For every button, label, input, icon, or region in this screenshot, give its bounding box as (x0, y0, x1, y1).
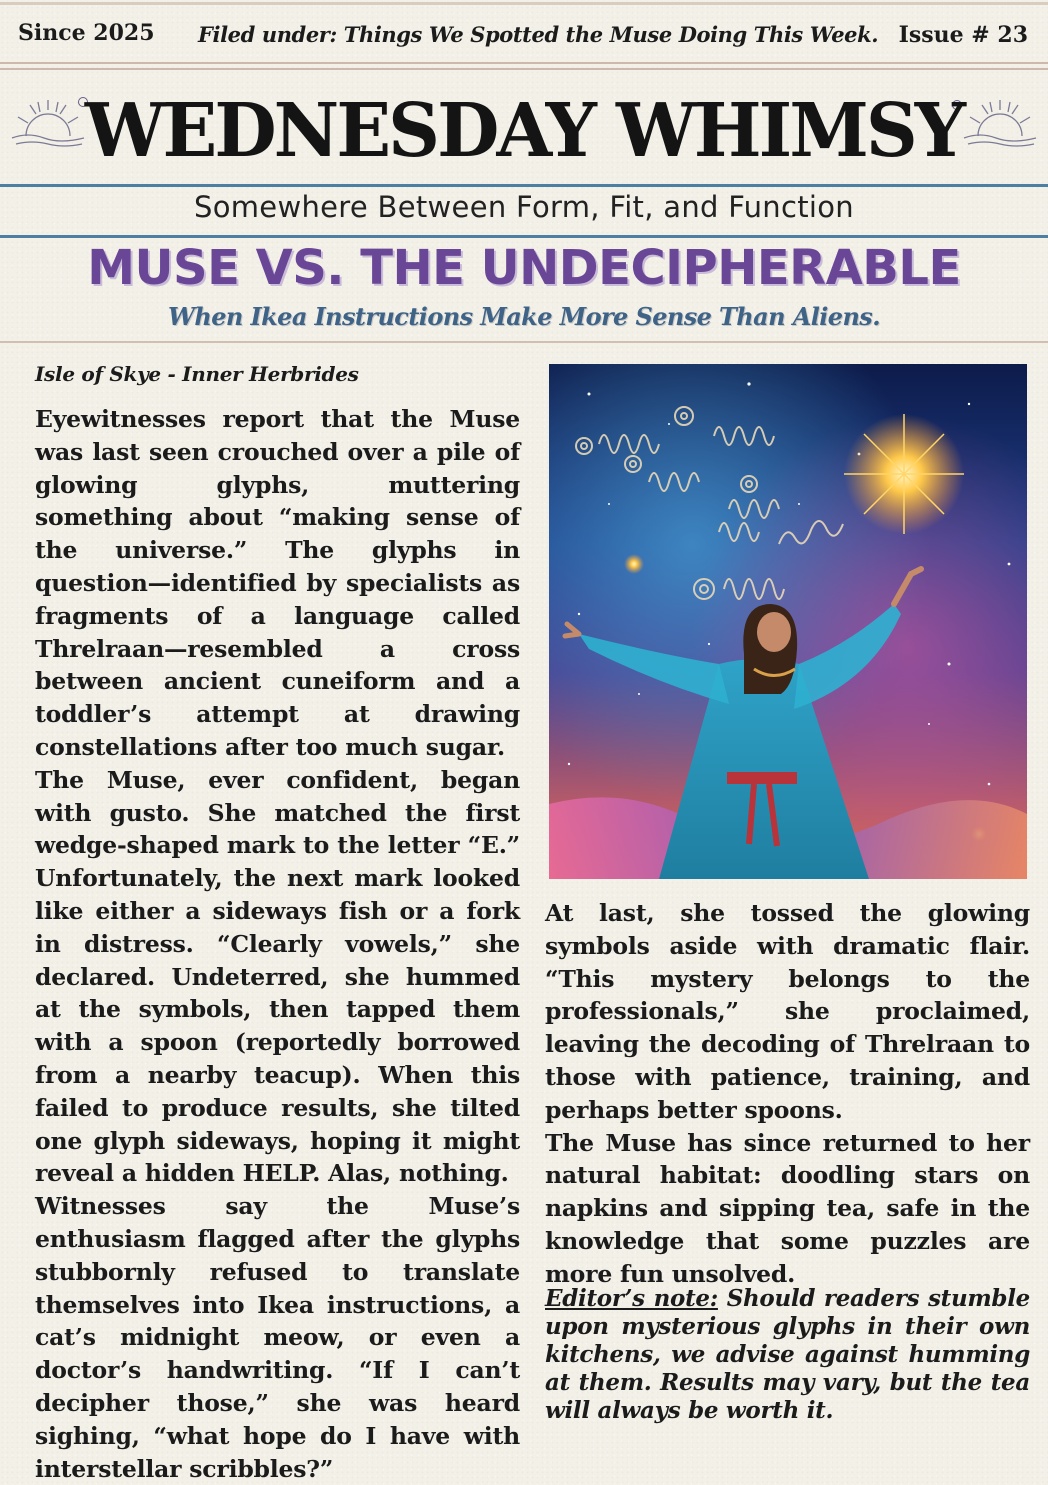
issue-number: Issue # 23 (898, 22, 1028, 48)
editors-note-text: Should readers stumble upon mysterious glyphs in their own kitchens, we advise against humming at them. Results may vary, but the tea will always be worth it. (545, 1285, 1030, 1424)
top-rule (0, 2, 1048, 5)
article-subheadline: When Ikea Instructions Make More Sense Than Aliens. (168, 302, 880, 331)
dateline: Isle of Skye - Inner Herbrides (35, 362, 359, 386)
article-column-left (35, 403, 520, 1485)
top-band (0, 0, 1048, 64)
article-headline: MUSE VS. THE UNDECIPHERABLE (87, 240, 961, 296)
article-paragraph: Eyewitnesses report that the Muse was last seen crouched over a pile of glowing glyphs, muttering something about “making sense of the universe.” The glyphs in question—identified by specialists as fragments of a language called Threlraan—resembled a cross between ancient cuneiform and a toddler’s attempt at drawing constellations after too much sugar. (35, 405, 520, 761)
article-paragraph: Witnesses say the Muse’s enthusiasm flagged after the glyphs stubbornly refused to translate themselves into Ikea instructions, a cat’s midnight meow, or even a doctor’s handwriting. “If I can’t decipher those,” she was heard sighing, “what hope do I have with interstellar scribbles?” (35, 1192, 520, 1483)
masthead-tagline: Somewhere Between Form, Fit, and Function (194, 190, 854, 224)
section-rule (0, 341, 1048, 343)
filed-under-label: Filed under: Things We Spotted the Muse Doing This Week. (198, 22, 879, 47)
blue-rule (0, 184, 1048, 187)
article-paragraph: At last, she tossed the glowing symbols aside with dramatic flair. “This mystery belongs to the professionals,” she proclaimed, leaving the decoding of Threlraan to those with patience, training, and perhaps better spoons. (545, 899, 1030, 1124)
article-paragraph: The Muse, ever confident, began with gusto. She matched the first wedge-shaped mark to the letter “E.” Unfortunately, the next mark looked like either a sideways fish or a fork in distress. “Clearly vowels,” she declared. Undeterred, she hummed at the symbols, then tapped them with a spoon (reportedly borrowed from a nearby teacup). When this failed to produce results, she tilted one glyph sideways, hoping it might reveal a hidden HELP. Alas, nothing. (35, 765, 520, 1188)
masthead-title: WEDNESDAY WHIMSY (84, 88, 964, 174)
article-column-right (545, 897, 1030, 1291)
blue-rule (0, 235, 1048, 238)
header-double-rule (0, 62, 1048, 70)
editors-note-label: Editor’s note: (545, 1285, 718, 1312)
article-paragraph: The Muse has since returned to her natural habitat: doodling stars on napkins and sipping tea, safe in the knowledge that some puzzles are more fun unsolved. (545, 1128, 1030, 1288)
since-label: Since 2025 (18, 20, 155, 46)
editors-note (545, 1285, 1030, 1425)
cosmic-muse-illustration (549, 364, 1027, 879)
